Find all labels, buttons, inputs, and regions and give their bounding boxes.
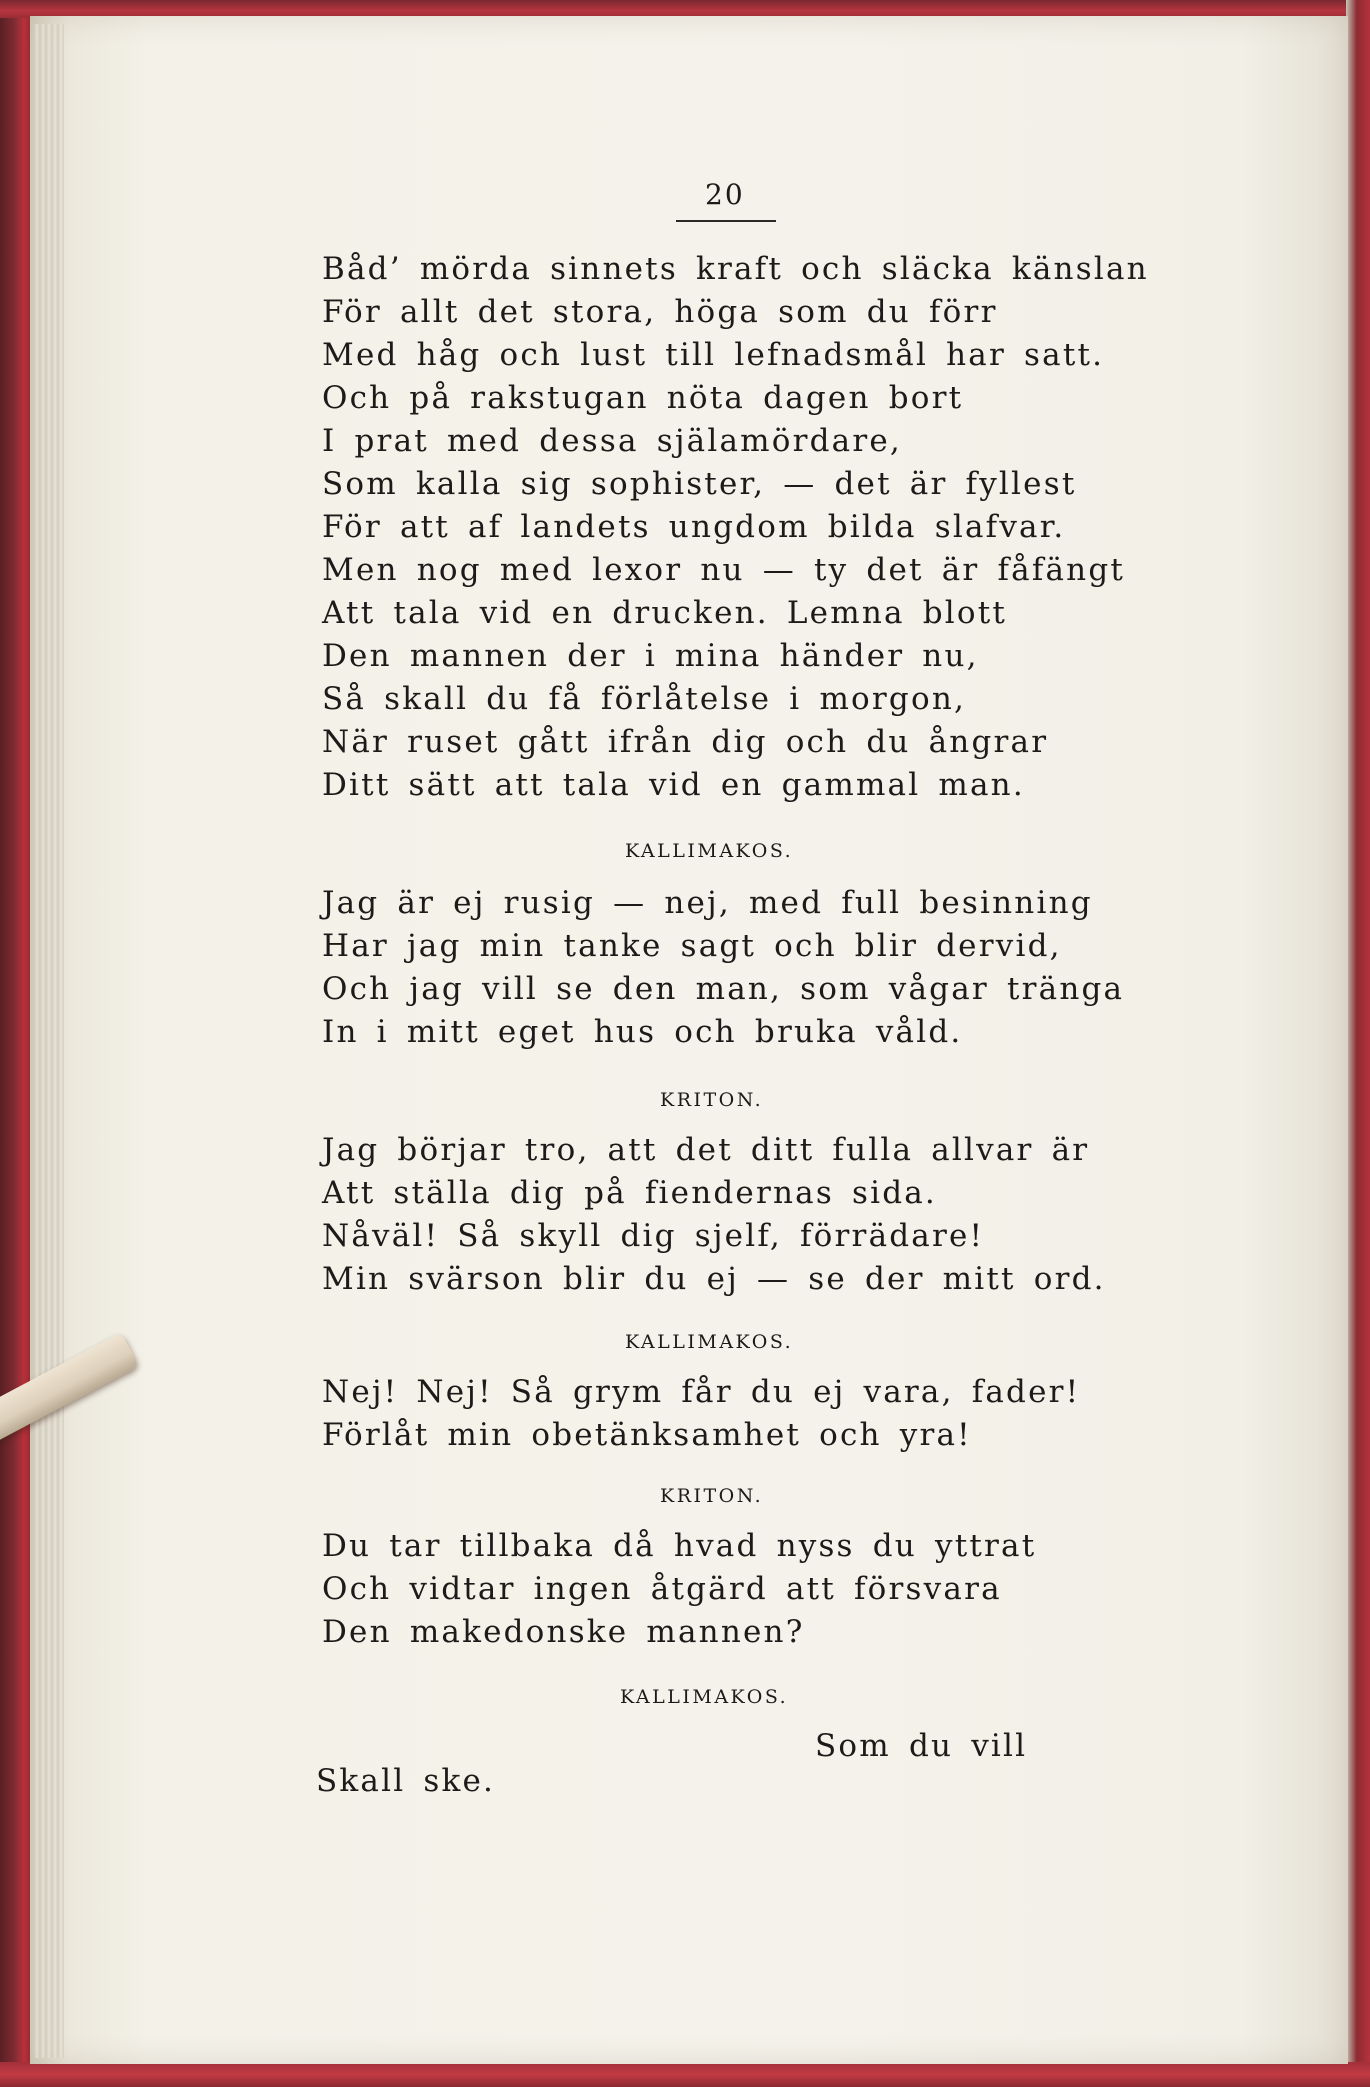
page-number: 20	[705, 178, 745, 211]
verse-line: När ruset gått ifrån dig och du ångrar	[322, 724, 1049, 760]
page-edges	[34, 24, 64, 2058]
speaker-name: KRITON.	[660, 1485, 764, 1507]
verse-line: Har jag min tanke sagt och blir dervid,	[322, 928, 1062, 964]
verse-line: Att ställa dig på fiendernas sida.	[322, 1175, 937, 1211]
verse-line: I prat med dessa själamördare,	[322, 423, 902, 459]
verse-line: Att tala vid en drucken. Lemna blott	[322, 595, 1008, 631]
left-binding	[0, 0, 32, 2087]
verse-line: Nåväl! Så skyll dig sjelf, förrädare!	[322, 1218, 985, 1254]
speaker-name: KALLIMAKOS.	[620, 1686, 789, 1708]
verse-line: Jag är ej rusig — nej, med full besinning	[322, 885, 1093, 921]
verse-line: Som kalla sig sophister, — det är fyllest	[322, 466, 1077, 502]
speaker-name: KRITON.	[660, 1089, 764, 1111]
page-number-rule	[676, 220, 776, 222]
verse-line: Förlåt min obetänksamhet och yra!	[322, 1417, 972, 1453]
verse-line: Den makedonske mannen?	[322, 1614, 805, 1650]
verse-line: För allt det stora, höga som du förr	[322, 294, 998, 330]
verse-line: Skall ske.	[316, 1763, 496, 1799]
verse-line: Men nog med lexor nu — ty det är fåfängt	[322, 552, 1126, 588]
verse-line: In i mitt eget hus och bruka våld.	[322, 1014, 963, 1050]
verse-line: Och på rakstugan nöta dagen bort	[322, 380, 964, 416]
verse-line: Du tar tillbaka då hvad nyss du yttrat	[322, 1528, 1037, 1564]
verse-line: Jag börjar tro, att det ditt fulla allvar är	[322, 1132, 1090, 1168]
verse-line: Ditt sätt att tala vid en gammal man.	[322, 767, 1025, 803]
verse-line: Och jag vill se den man, som vågar tränga	[322, 971, 1125, 1007]
speaker-name: KALLIMAKOS.	[625, 840, 794, 862]
verse-line: Nej! Nej! Så grym får du ej vara, fader!	[322, 1374, 1081, 1410]
verse-line: Så skall du få förlåtelse i morgon,	[322, 681, 967, 717]
speaker-name: KALLIMAKOS.	[625, 1331, 794, 1353]
right-binding	[1346, 0, 1370, 2087]
verse-line: För att af landets ungdom bilda slafvar.	[322, 509, 1066, 545]
verse-line: Som du vill	[815, 1728, 1028, 1764]
verse-line: Båd’ mörda sinnets kraft och släcka känslan	[322, 251, 1149, 287]
bottom-binding	[0, 2062, 1370, 2087]
verse-line: Med håg och lust till lefnadsmål har satt.	[322, 337, 1105, 373]
verse-line: Och vidtar ingen åtgärd att försvara	[322, 1571, 1002, 1607]
verse-line: Min svärson blir du ej — se der mitt ord.	[322, 1261, 1106, 1297]
verse-line: Den mannen der i mina händer nu,	[322, 638, 979, 674]
